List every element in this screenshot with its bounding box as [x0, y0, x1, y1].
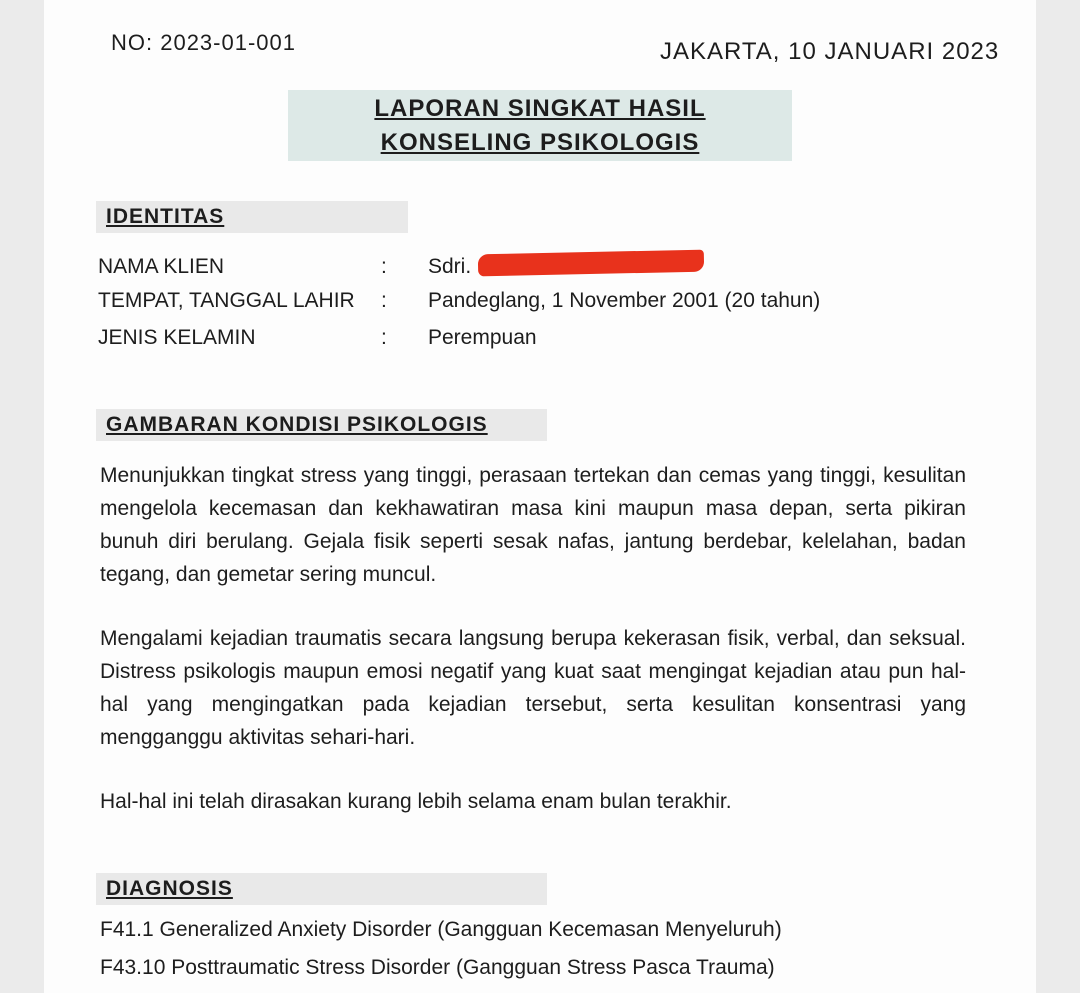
identity-label: JENIS KELAMIN: [98, 326, 256, 349]
identity-colon: :: [381, 326, 387, 349]
identity-value: Perempuan: [428, 326, 537, 349]
title-line-1: LAPORAN SINGKAT HASIL: [374, 95, 706, 122]
section-heading-diagnosis: DIAGNOSIS: [96, 873, 547, 905]
identity-value: Sdri.: [428, 255, 472, 278]
condition-paragraph: Mengalami kejadian traumatis secara langsung berupa kekerasan fisik, verbal, dan seksual. Distress psikologis maupun emosi negatif yang kuat saat mengingat kejadian atau pun hal-hal yang mengingatkan pada kejadian tersebut, serta kesulitan konsentrasi yang mengganggu aktivitas sehari-hari.: [100, 627, 966, 749]
identity-label: TEMPAT, TANGGAL LAHIR: [98, 289, 355, 312]
title-line-2: KONSELING PSIKOLOGIS: [380, 129, 700, 156]
identity-colon: :: [381, 255, 387, 278]
identity-value: Pandeglang, 1 November 2001 (20 tahun): [428, 289, 821, 312]
document-number: NO: 2023-01-001: [111, 30, 296, 55]
document-date: JAKARTA, 10 JANUARI 2023: [660, 38, 1000, 65]
section-heading-identity: IDENTITAS: [96, 201, 408, 233]
diagnosis-item: F41.1 Generalized Anxiety Disorder (Gangguan Kecemasan Menyeluruh): [100, 918, 782, 941]
identity-label: NAMA KLIEN: [98, 255, 225, 278]
report-title: [288, 90, 792, 161]
condition-paragraph: Hal-hal ini telah dirasakan kurang lebih selama enam bulan terakhir.: [100, 790, 732, 813]
section-heading-condition: GAMBARAN KONDISI PSIKOLOGIS: [96, 409, 547, 441]
condition-paragraph: Menunjukkan tingkat stress yang tinggi, perasaan tertekan dan cemas yang tinggi, kesulitan mengelola kecemasan dan kekhawatiran masa kini maupun masa depan, serta pikiran bunuh diri berulang. Gejala fisik seperti sesak nafas, jantung berdebar, kelelahan, badan tegang, dan gemetar sering muncul.: [100, 464, 966, 586]
diagnosis-item: F43.10 Posttraumatic Stress Disorder (Gangguan Stress Pasca Trauma): [100, 956, 775, 979]
identity-colon: :: [381, 289, 387, 312]
